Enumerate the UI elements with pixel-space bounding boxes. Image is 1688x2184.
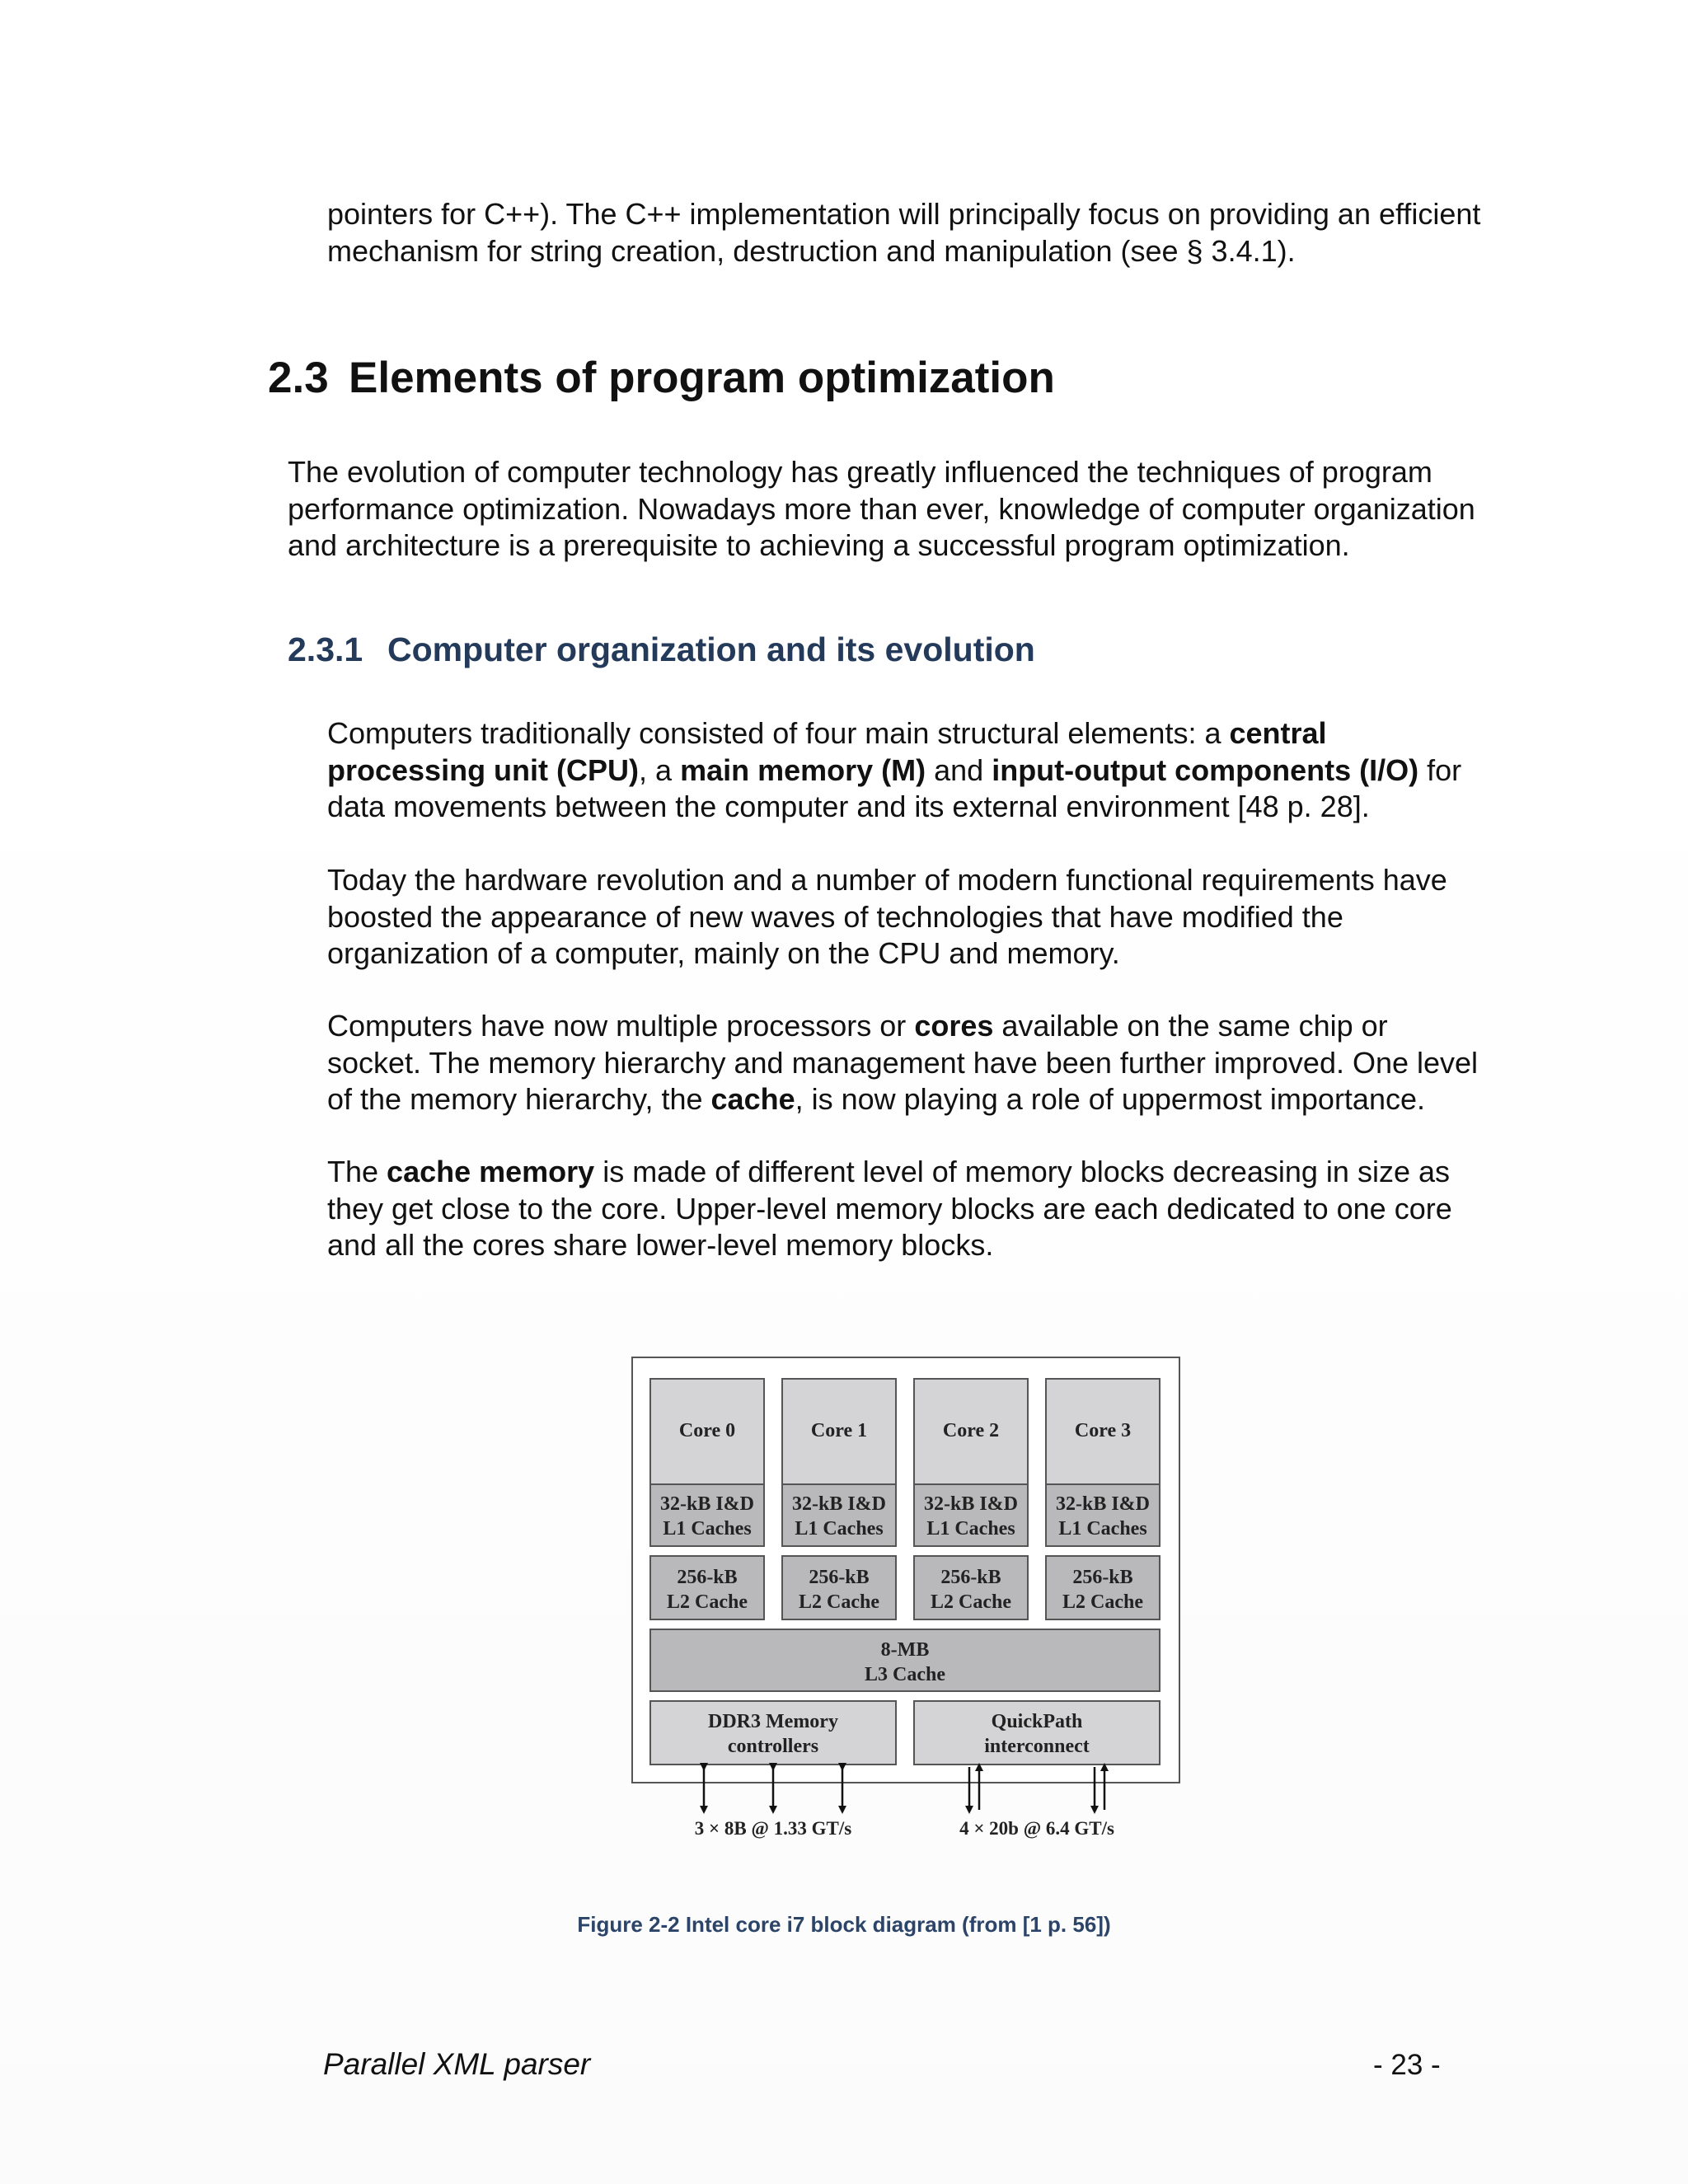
l2-cache-size: 256-kB [940, 1567, 1001, 1588]
core-column-2 [914, 1379, 1028, 1619]
text-run: , a [639, 752, 681, 787]
text-run: they get close to the core. Upper-level memory blocks are each dedicated to one core [327, 1191, 1452, 1226]
section-paragraph-line-1: The evolution of computer technology has greatly influenced the techniques of program [288, 455, 1432, 489]
text-run: available on the same chip or [993, 1009, 1388, 1043]
bold-term: main memory (M) [680, 752, 926, 787]
intro-line-1: pointers for C++). The C++ implementation will principally focus on providing an efficient [327, 197, 1481, 231]
core-column-0 [650, 1379, 764, 1619]
text-run: and [926, 752, 992, 787]
footer-title: Parallel XML parser [323, 2047, 591, 2081]
paragraph-structural-elements [327, 715, 1461, 826]
block-diagram-figure [631, 1357, 1185, 1847]
section-title: Elements of program optimization [349, 354, 1055, 402]
text-run: of the memory hierarchy, the [327, 1082, 711, 1116]
section-number: 2.3 [268, 354, 329, 402]
text-run: , is now playing a role of uppermost importance. [795, 1082, 1425, 1116]
memory-controller-label: controllers [727, 1736, 819, 1757]
core-label: Core 0 [678, 1420, 736, 1441]
l2-cache-size: 256-kB [809, 1567, 870, 1588]
intro-line-2: mechanism for string creation, destruction and manipulation (see § 3.4.1). [327, 233, 1296, 268]
bold-term: central [1229, 716, 1327, 750]
l1-cache-size: 32-kB I&D [659, 1493, 755, 1515]
l3-cache-size: 8-MB [880, 1639, 930, 1661]
l3-cache-label: L3 Cache [865, 1664, 945, 1685]
section-paragraph-line-3: and architecture is a prerequisite to achieving a successful program optimization. [288, 528, 1350, 562]
l1-cache-label: L1 Caches [1058, 1518, 1147, 1540]
text-run: socket. The memory hierarchy and management have been further improved. One level [327, 1045, 1479, 1080]
section-heading [268, 353, 1055, 403]
core-label: Core 1 [810, 1420, 868, 1441]
quickpath-bandwidth-label: 4 × 20b @ 6.4 GT/s [959, 1818, 1114, 1839]
text-run: Today the hardware revolution and a number of modern functional requirements have [327, 863, 1447, 897]
quickpath-label: interconnect [984, 1736, 1090, 1757]
intro-paragraph [327, 196, 1480, 269]
l2-cache-label: L2 Cache [799, 1591, 879, 1613]
text-run: organization of a computer, mainly on the CPU and memory. [327, 936, 1120, 970]
text-run: and all the cores share lower-level memory blocks. [327, 1228, 994, 1262]
core-column-1 [782, 1379, 896, 1619]
paragraph-cache-memory [327, 1154, 1452, 1264]
memory-controller-title: DDR3 Memory [708, 1711, 838, 1732]
l1-cache-size: 32-kB I&D [923, 1493, 1019, 1515]
text-run: data movements between the computer and its external environment [48 p. 28]. [327, 790, 1370, 823]
text-run: boosted the appearance of new waves of technologies that have modified the [327, 899, 1343, 934]
text-run: Computers traditionally consisted of four main structural elements: a [327, 716, 1230, 750]
subsection-number: 2.3.1 [288, 630, 363, 668]
core-column-3 [1046, 1379, 1160, 1619]
subsection-heading [288, 630, 1035, 669]
text-run: Computers have now multiple processors or [327, 1009, 915, 1043]
figure-caption: Figure 2-2 Intel core i7 block diagram (from [1 p. 56]) [577, 1912, 1111, 1937]
subsection-title: Computer organization and its evolution [387, 630, 1035, 668]
section-paragraph-line-2: performance optimization. Nowadays more than ever, knowledge of computer organization [288, 491, 1475, 526]
core-label: Core 3 [1074, 1420, 1132, 1441]
quickpath-title: QuickPath [991, 1711, 1083, 1732]
bold-term: cache memory [387, 1155, 595, 1188]
l1-cache-size: 32-kB I&D [791, 1493, 887, 1515]
l2-cache-size: 256-kB [1072, 1567, 1133, 1588]
block-diagram [631, 1357, 1185, 1843]
l2-cache-size: 256-kB [677, 1567, 738, 1588]
l1-cache-label: L1 Caches [795, 1518, 884, 1540]
l1-cache-label: L1 Caches [926, 1518, 1015, 1540]
paragraph-hardware-revolution [327, 862, 1447, 972]
text-run: is made of different level of memory blocks decreasing in size as [594, 1155, 1450, 1188]
bold-term: processing unit (CPU) [327, 752, 640, 787]
memory-bandwidth-label: 3 × 8B @ 1.33 GT/s [694, 1818, 852, 1839]
bold-term: cores [914, 1009, 994, 1043]
text-run: for [1418, 752, 1462, 787]
page-number: - 23 - [1373, 2049, 1441, 2081]
paragraph-cores [327, 1008, 1478, 1118]
bold-term: cache [710, 1082, 795, 1116]
l2-cache-label: L2 Cache [667, 1591, 748, 1613]
section-paragraph [288, 454, 1475, 565]
l2-cache-label: L2 Cache [931, 1591, 1011, 1613]
text-run: The [327, 1155, 387, 1188]
l1-cache-label: L1 Caches [663, 1518, 752, 1540]
l2-cache-label: L2 Cache [1062, 1591, 1143, 1613]
l1-cache-size: 32-kB I&D [1055, 1493, 1151, 1515]
bold-term: input-output components (I/O) [992, 752, 1419, 787]
core-label: Core 2 [942, 1420, 1000, 1441]
